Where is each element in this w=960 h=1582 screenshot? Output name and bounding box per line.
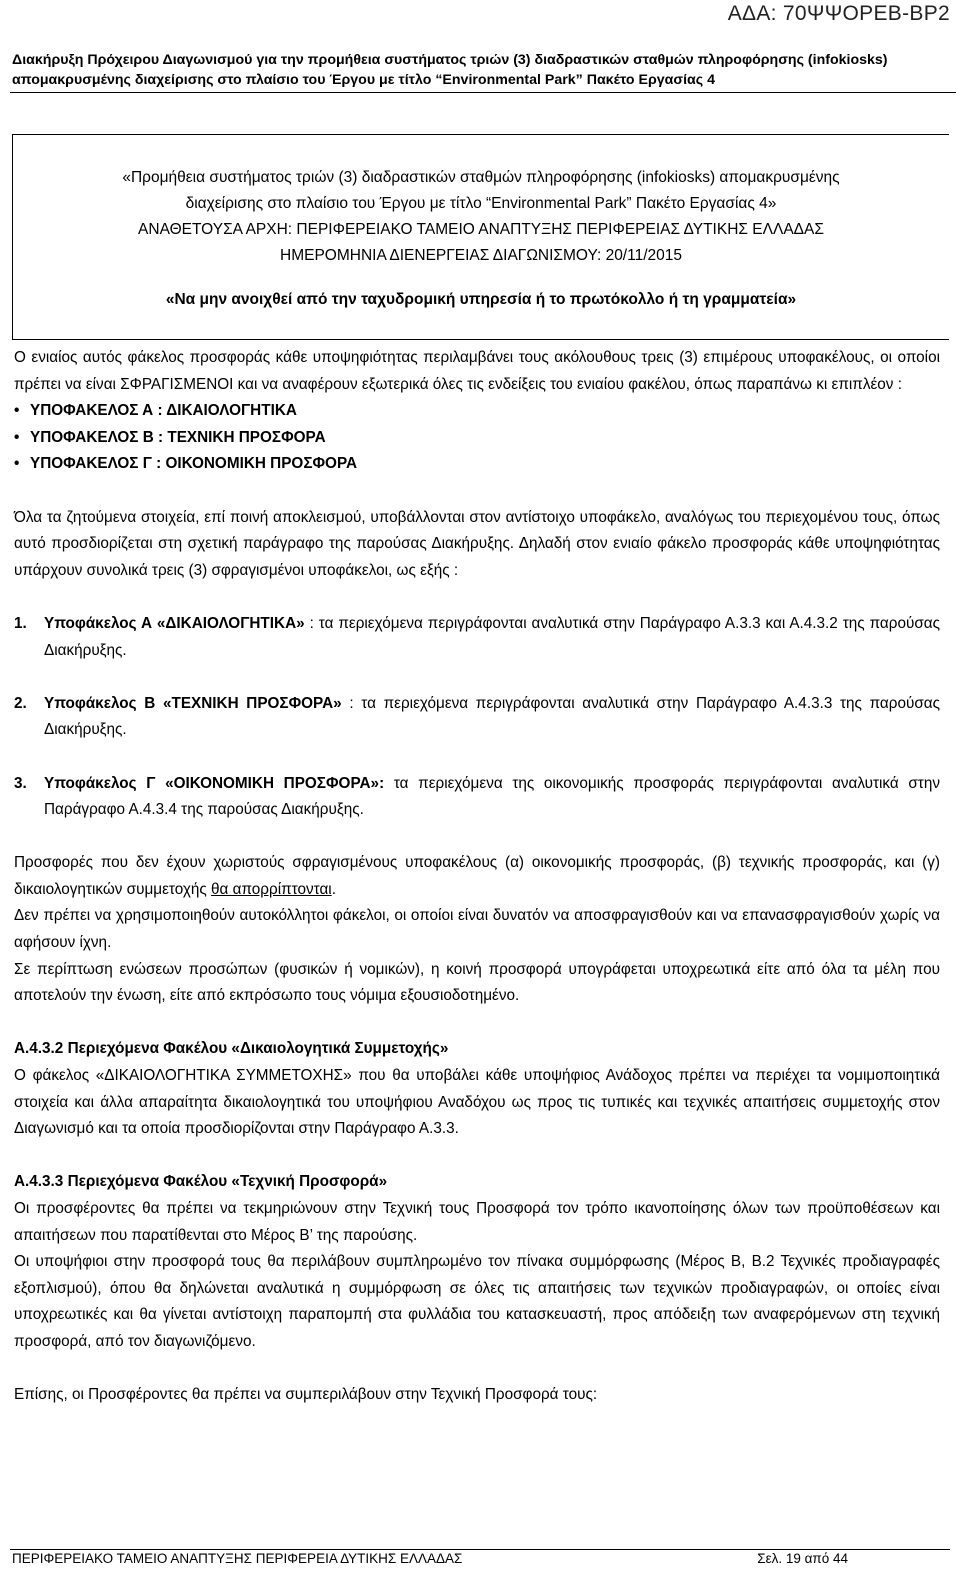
item-number: 1.	[14, 614, 27, 632]
running-header	[12, 50, 950, 90]
rejection-paragraph: Προσφορές που δεν έχουν χωριστούς σφραγισμένους υποφακέλους (α) οικονομικής προσφοράς, (β) τεχνικής προσφοράς, και (γ) δικαιολογητικών συμμετοχής θα απορρίπτονται.	[14, 854, 940, 898]
page-number: Σελ. 19 από 44	[757, 1551, 848, 1566]
item-number: 2.	[14, 694, 27, 712]
header-line-1: Διακήρυξη Πρόχειρου Διαγωνισμού για την προμήθεια συστήματος τριών (3) διαδραστικών σταθμών πληροφόρησης (infokiosks)	[12, 52, 888, 68]
bullet-dot: •	[14, 402, 20, 420]
bullet-item	[14, 425, 940, 452]
item-title: Υποφάκελος Β «ΤΕΧΝΙΚΗ ΠΡΟΣΦΟΡΑ»	[44, 694, 342, 712]
bullet-text: ΥΠΟΦΑΚΕΛΟΣ Α : ΔΙΚΑΙΟΛΟΓΗΤΙΚΑ	[30, 402, 297, 420]
section-a433-text-2: Οι υποψήφιοι στην προσφορά τους θα περιλάβουν συμπληρωμένο τον πίνακα συμμόρφωσης (Μέρος Β, Β.2 Τεχνικές προδιαγραφές εξοπλισμού), όπου θα δηλώνεται αναλυτικά η συμμόρφωση σε όλες τις απαιτήσεις των τεχνικών προδιαγραφών, οι οποίες είναι υποχρεωτικές και θα γίνεται αντίστοιχη παραπομπή στα φυλλάδια του κατασκευαστή, προς απόδειξη των αναφερόμενων στη τεχνική προσφορά, από τον διαγωνιζόμενο.	[14, 1253, 940, 1350]
item-text: τα περιεχόμενα της οικονομικής προσφοράς περιγράφονται αναλυτικά στην Παράγραφο Α.4.3.4 της παρούσας Διακήρυξης.	[44, 774, 940, 819]
numbered-item	[14, 691, 940, 744]
item-text: : τα περιεχόμενα περιγράφονται αναλυτικά στην Παράγραφο Α.3.3 και Α.4.3.2 της παρούσας Διακήρυξης.	[44, 614, 940, 659]
ada-code: ΑΔΑ: 70ΨΨΟΡΕΒ-ΒΡ2	[727, 2, 950, 25]
numbered-item	[14, 611, 940, 664]
footer-rule	[10, 1549, 950, 1550]
adhesive-paragraph: Δεν πρέπει να χρησιμοποιηθούν αυτοκόλλητοι φάκελοι, οι οποίοι είναι δυνατόν να αποσφραγισθούν και να επανασφραγισθούν χωρίς να αφήσουν ίχνη.	[14, 907, 940, 952]
intro-paragraph: Ο ενιαίος αυτός φάκελος προσφοράς κάθε υποψηφιότητας περιλαμβάνει τους ακόλουθους τρεις (3) επιμέρους υποφακέλους, οι οποίοι πρέπει να είναι ΣΦΡΑΓΙΣΜΕΝΟΙ και να αναφέρουν εξωτερικά όλες τις ενδείξεις του ενιαίου φακέλου, όπως παραπάνω κι επιπλέον :	[14, 349, 940, 393]
document-body	[14, 345, 940, 1409]
section-a433-text-1: Οι προσφέροντες θα πρέπει να τεκμηριώνουν στην Τεχνική τους Προσφορά τον τρόπο ικανοποίησης όλων των προϋποθέσεων και απαιτήσεων που παρατίθενται στο Μέρος Β’ της παρούσης.	[14, 1200, 940, 1244]
section-a432-text: Ο φάκελος «ΔΙΚΑΙΟΛΟΓΗΤΙΚΑ ΣΥΜΜΕΤΟΧΗΣ» που θα υποβάλει κάθε υποψήφιος Ανάδοχος πρέπει να περιέχει τα νομιμοποιητικά στοιχεία και άλλα απαραίτητα δικαιολογητικά του υποψήφιου Αναδόχου ως προς τις τυπικές και τεχνικές απαιτήσεις συμμετοχής στον Διαγωνισμό και τα οποία προσδιορίζονται στην Παράγραφο Α.3.3.	[14, 1067, 940, 1138]
item-text: : τα περιεχόμενα περιγράφονται αναλυτικά στην Παράγραφο Α.4.3.3 της παρούσας Διακήρυξης.	[44, 694, 940, 739]
bullet-text: ΥΠΟΦΑΚΕΛΟΣ Β : ΤΕΧΝΙΚΗ ΠΡΟΣΦΟΡΑ	[30, 428, 326, 446]
bullet-text: ΥΠΟΦΑΚΕΛΟΣ Γ : ΟΙΚΟΝΟΜΙΚΗ ΠΡΟΣΦΟΡΑ	[30, 455, 358, 473]
bullet-dot: •	[14, 428, 20, 446]
envelope-line-4: ΗΜΕΡΟΜΗΝΙΑ ΔΙΕΝΕΡΓΕΙΑΣ ΔΙΑΓΩΝΙΣΜΟΥ: 20/11/2015	[280, 247, 682, 264]
item-title: Υποφάκελος Α «ΔΙΚΑΙΟΛΟΓΗΤΙΚΑ»	[44, 614, 305, 632]
bullet-dot: •	[14, 455, 20, 473]
rejection-emphasis: θα απορρίπτονται	[211, 880, 332, 898]
envelope-warning: «Να μην ανοιχθεί από την ταχυδρομική υπηρεσία ή το πρωτόκολλο ή τη γραμματεία»	[165, 291, 797, 308]
all-items-paragraph: Όλα τα ζητούμενα στοιχεία, επί ποινή αποκλεισμού, υποβάλλονται στον αντίστοιχο υποφάκελο, αναλόγως του περιεχομένου τους, όπως αυτό προσδιορίζεται στη σχετική παράγραφο της παρούσας Διακήρυξης. Δηλαδή στον ενιαίο φάκελο προσφοράς κάθε υποψηφιότητας υπάρχουν συνολικά τρεις (3) σφραγισμένοι υποφάκελοι, ως εξής :	[14, 508, 940, 579]
item-title: Υποφάκελος Γ «ΟΙΚΟΝΟΜΙΚΗ ΠΡΟΣΦΟΡΑ»:	[44, 774, 385, 792]
section-heading-a432: Α.4.3.2 Περιεχόμενα Φακέλου «Δικαιολογητικά Συμμετοχής»	[14, 1040, 449, 1058]
closing-paragraph: Επίσης, οι Προσφέροντες θα πρέπει να συμπεριλάβουν στην Τεχνική Προσφορά τους:	[14, 1386, 598, 1404]
union-paragraph: Σε περίπτωση ενώσεων προσώπων (φυσικών ή νομικών), η κοινή προσφορά υπογράφεται υποχρεωτικά είτε από όλα τα μέλη που αποτελούν την ένωση, είτε από εκπρόσωπο τους νόμιμα εξουσιοδοτημένο.	[14, 960, 940, 1005]
footer-organization: ΠΕΡΙΦΕΡΕΙΑΚΟ ΤΑΜΕΙΟ ΑΝΑΠΤΥΞΗΣ ΠΕΡΙΦΕΡΕΙΑ ΔΥΤΙΚΗΣ ΕΛΛΑΔΑΣ	[12, 1551, 463, 1566]
bullet-item	[14, 451, 940, 478]
envelope-label-box	[12, 134, 949, 340]
envelope-line-1: «Προμήθεια συστήματος τριών (3) διαδραστικών σταθμών πληροφόρησης (infokiosks) απομακρυσμένης	[122, 169, 840, 186]
item-number: 3.	[14, 774, 27, 792]
header-rule	[10, 92, 956, 93]
envelope-line-2: διαχείρισης στο πλαίσιο του Έργου με τίτλο “Environmental Park” Πακέτο Εργασίας 4»	[185, 195, 777, 212]
bullet-item	[14, 398, 940, 425]
envelope-line-3: ΑΝΑΘΕΤΟΥΣΑ ΑΡΧΗ: ΠΕΡΙΦΕΡΕΙΑΚΟ ΤΑΜΕΙΟ ΑΝΑΠΤΥΞΗΣ ΠΕΡΙΦΕΡΕΙΑΣ ΔΥΤΙΚΗΣ ΕΛΛΑΔΑΣ	[138, 221, 824, 238]
numbered-item	[14, 771, 940, 824]
header-line-2: απομακρυσμένης διαχείρισης στο πλαίσιο του Έργου με τίτλο “Environmental Park” Πακέτο Εργασίας 4	[12, 72, 715, 88]
section-heading-a433: Α.4.3.3 Περιεχόμενα Φακέλου «Τεχνική Προσφορά»	[14, 1173, 388, 1191]
